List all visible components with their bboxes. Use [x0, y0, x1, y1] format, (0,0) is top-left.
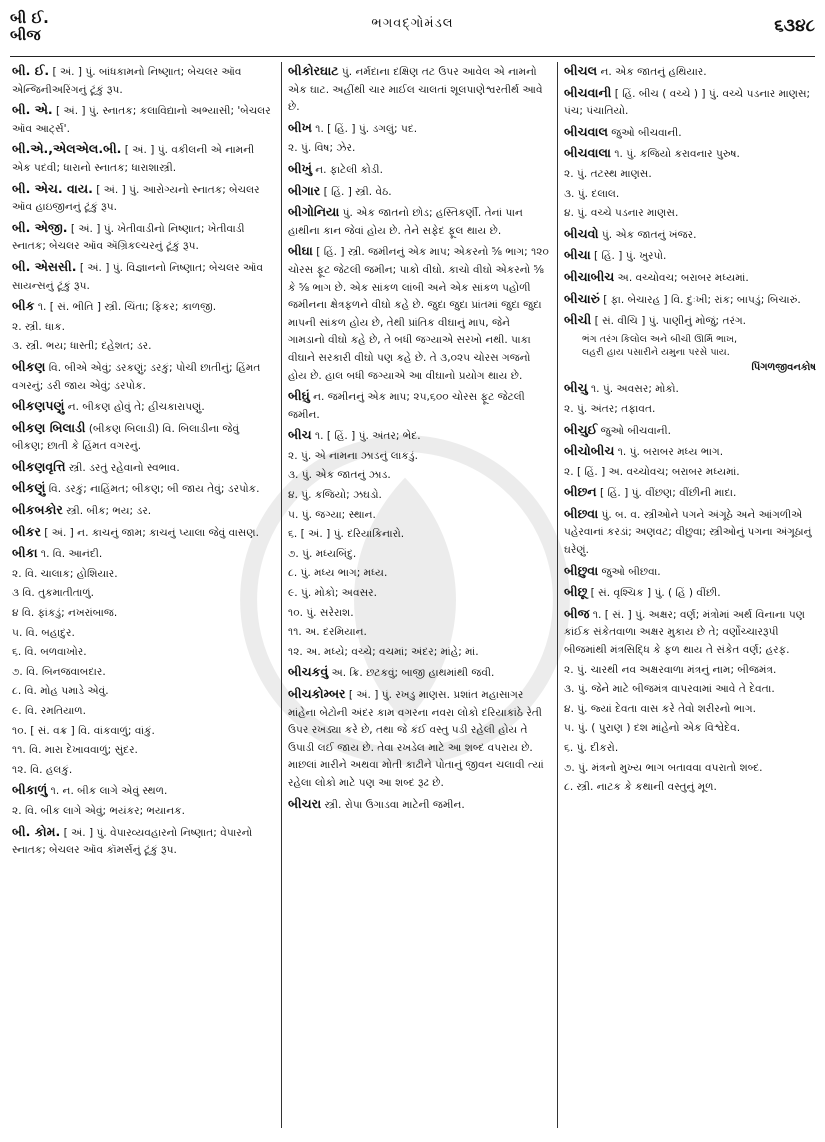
- definition-text: ન. ફાટેલી કોડી.: [311, 163, 383, 176]
- definition-text: [ અં. ] પું. વેપારવ્યવહારનો નિષ્ણાત; વેપારનો સ્નાતક; બેચલર ઑવ કૉમર્સનું ટૂંકું રૂપ.: [12, 826, 253, 857]
- sense-line: [288, 467, 550, 485]
- headword: બીચલ: [564, 63, 598, 78]
- definition-text: સ્ત્રી. ડરતું રહેવાનો સ્વભાવ.: [65, 461, 180, 474]
- dictionary-entry: [564, 483, 816, 503]
- definition-text: [ અં. ] પું. બાંધકામનો નિષ્ણાત; બેચલર ઑવ એન્જિનીઅરિંગનું ટૂંકું રૂપ.: [12, 66, 242, 96]
- dictionary-entry: [288, 203, 550, 240]
- dictionary-entry: [288, 62, 550, 117]
- definition-text: પું. નર્મદાના દક્ષિણ તટ ઉપર આવેલ એ નામનો એક ઘાટ. અહીંથી ચાર માઈલ ચાલતાં શૂલપાણેશ્વરતીર્થ આવે છે.: [288, 66, 543, 114]
- dictionary-entry: [12, 397, 274, 417]
- dictionary-entry: [12, 523, 274, 543]
- page-number: ૬૩૪૮: [774, 16, 815, 36]
- sense-line: [288, 487, 550, 505]
- definition-text: ૨. પું. તટસ્થ માણસ.: [564, 167, 652, 180]
- dictionary-entry: [564, 225, 816, 245]
- headword: બીક: [12, 298, 35, 314]
- page-header: [10, 6, 815, 54]
- dictionary-entry: [564, 123, 816, 143]
- headword: બીચકોમ્બર: [288, 686, 346, 701]
- definition-text: ૯. પું. મોકો; અવસર.: [288, 587, 378, 600]
- definition-text: [ સં. વૃશ્ચિક ] પું. ( હિં ) વીંછી.: [587, 587, 721, 600]
- column-divider-2: [557, 62, 558, 1128]
- dictionary-entry: [12, 258, 274, 295]
- sense-line: [564, 166, 816, 184]
- definition-text: ૭. પું. મંત્રનો મુખ્ય ભાગ બતાવવા વપરાતો શબ્દ.: [564, 761, 763, 774]
- headword: બી.એ.,એલએલ.બી.: [12, 141, 122, 157]
- dictionary-entry: [288, 160, 550, 180]
- dictionary-entry: [12, 544, 274, 564]
- headword: બીકાળું: [12, 782, 48, 798]
- definition-text: પું. એક જાતનો છોડ; હસ્તિકર્ણી. તેનાં પાન હાથીના કાન જેવાં હોય છે. તેને સફેદ ફૂલ થાય છે.: [288, 207, 523, 237]
- sense-line: [288, 140, 550, 158]
- definition-text: [ હિં. ] સ્ત્રી. વેઠ.: [320, 185, 392, 198]
- sense-line: [288, 644, 550, 662]
- dictionary-entry: [288, 242, 550, 385]
- definition-text: ૯. વિ. રમતિયાળ.: [12, 705, 87, 717]
- headword: બીકણું: [12, 480, 46, 496]
- definition-text: [ હિં. બીચ ( વચ્ચે ) ] પું. વચ્ચે પડનાર માણસ; પંચ; પંચાતિયો.: [564, 87, 811, 118]
- headword: બીચુ: [564, 380, 588, 396]
- headword: બીચી: [564, 312, 592, 328]
- dictionary-entry: [12, 419, 274, 456]
- sense-line: [564, 720, 816, 738]
- definition-text: [ હિં. ] પું. ખુરપો.: [590, 250, 667, 263]
- sense-line: [12, 605, 274, 623]
- definition-text: [ હિં. ] સ્ત્રી. જમીનનું એક માપ; એકરનો ⅝ ભાગ; ૧૨૦ ચોરસ ફૂટ જેટલી જમીન; પાકો વીઘો. કાચો વીઘો એકરનો ⅝ કે ⅝ ભાગ છે. એક સાંકળ લાંબી અને એક સાંકળ પહોળી જમીનના ક્ષેત્રફળને વીઘો કહે છે. જુદા જુદા પ્રાંતમાં જુદા જુદા માપની સાંકળ હોય છે, તેથી પ્રાંતિક વીઘાનું માપ, જેને ગામડાનો વીઘો કહે છે, તે બધી જગ્યાએ સરખો નથી. પાકા વીઘાને સરકારી વીઘો પણ કહે છે. તે ૩,૦૨૫ ચોરસ ગજનો હોય છે. હાલ બધી જગ્યાએ આ વીઘાનો પ્રયોગ થાય છે.: [288, 246, 549, 382]
- sense-line: [12, 803, 274, 821]
- definition-text: જુઓ બીચવાની.: [607, 126, 682, 139]
- sense-line: [564, 681, 816, 699]
- definition-text: વિ. ડરકું; નાહિંમત; બીકણ; બી જાય તેવું; ડરપોક.: [45, 483, 260, 496]
- headword: બીચાબીચ: [564, 268, 615, 284]
- dictionary-entry: [564, 290, 816, 310]
- verse-line: ભંગ તરંગ કિલોલ અને બીચી ઊર્મિ ભાખ,: [582, 333, 738, 345]
- sense-line: [288, 565, 550, 583]
- sense-line: [564, 662, 816, 680]
- sense-line: [564, 779, 816, 797]
- definition-text: ૬. [ અં. ] પું. દરિયાકિનારો.: [288, 528, 405, 541]
- definition-text: ૨. પું. અંતર; તફાવત.: [564, 402, 656, 415]
- guide-word-first: બી ઈ.: [10, 9, 49, 27]
- definition-text: ૧૧. અ. દરમિયાન.: [288, 626, 367, 639]
- definition-text: ૩. પું. જેને માટે બીજમંત્ર વાપરવામાં આવે તે દેવતા.: [564, 683, 775, 696]
- sense-line: [564, 205, 816, 223]
- dictionary-entry: [564, 442, 816, 462]
- headword: બીકણ: [12, 358, 46, 374]
- definition-text: જુઓ બીચવાની.: [597, 424, 671, 437]
- definition-text: ૧. પું. બરાબર મધ્ય ભાગ.: [614, 446, 724, 459]
- definition-text: [ અં. ] પું. આરોગ્યનો સ્નાતક; બેચલર ઑવ હાઇજીનનું ટૂંકું રૂપ.: [12, 183, 260, 214]
- headword: બીચોબીચ: [564, 443, 615, 459]
- headword: બીકબકોર: [12, 502, 63, 518]
- definition-text: ૧. [ હિં. ] પું. અંતર; ભેદ.: [311, 430, 421, 443]
- definition-text: ૨. પું. એ નામના ઝાડનું લાકડું.: [288, 449, 418, 462]
- headword: બી. કોમ.: [12, 823, 61, 839]
- guide-word-last: બીજ: [10, 26, 41, 44]
- sense-line: [12, 762, 274, 780]
- headword: બીચકવું: [288, 664, 329, 680]
- book-title: ભગવદ્ગોમંડલ: [371, 16, 454, 31]
- headword: બીખું: [288, 160, 312, 176]
- dictionary-entry: [12, 823, 274, 860]
- headword: બીકોરઘાટ: [288, 63, 339, 78]
- definition-text: ૩. પું. દલાલ.: [564, 187, 620, 200]
- definition-text: ૫. વિ. બહાદુર.: [12, 626, 75, 639]
- headword: બીઘા: [288, 243, 313, 259]
- sense-line: [12, 683, 274, 701]
- dictionary-entry: [564, 421, 816, 441]
- definition-text: અ. વચ્ચોવચ; બરાબર મધ્યમાં.: [614, 271, 749, 284]
- definition-text: [ અં. ] પું. રખડુ માણસ. પ્રશાંત મહાસાગર માંહેના બેટોની અંદર કામ વગરના નવરા લોકો દરિયાકાંઠે રેતી ઉપર રખડ્યા કરે છે, તથા જે કંઈ વસ્તુ પડી રહેલી હોય તે ઉપાડી લઈ જાય છે. તેવા રખડેલ માટે આ શબ્દ વપરાય છે. માછલાં મારીને અથવા મોતી કાઢીને પોતાનું જીવન ચલાવી ત્યાં રહેલા લોકો માટે પણ આ શબ્દ રૂઢ છે.: [288, 689, 544, 789]
- sense-line: [12, 625, 274, 643]
- sense-line: [288, 448, 550, 466]
- dictionary-entry: [288, 387, 550, 424]
- headword: બી. એસસી.: [12, 258, 77, 274]
- headword: બીછુવા: [564, 562, 599, 578]
- definition-text: ૪ વિ. ફાંકડું; નખરાંબાજ.: [12, 607, 118, 620]
- headword: બીચા: [564, 247, 591, 263]
- definition-text: ૪. પું. વચ્ચે પડનાર માણસ.: [564, 207, 679, 220]
- dictionary-entry: [12, 180, 274, 217]
- sense-line: [12, 566, 274, 584]
- headword: બી. એચ. વાય.: [12, 180, 93, 196]
- definition-text: ૧૨. વિ. હલકું.: [12, 763, 73, 776]
- sense-line: [564, 401, 816, 419]
- dictionary-entry: [288, 685, 550, 793]
- definition-text: જુઓ બીછવા.: [598, 565, 661, 578]
- definition-text: [ ફા. બેચારહ ] વિ. દુઃખી; રાંક; બાપડું; બિચારું.: [599, 293, 801, 306]
- headword: બીકા: [12, 545, 38, 561]
- definition-text: સ્ત્રી. રોપા ઉગાડવા માટેની જમીન.: [321, 798, 465, 811]
- dictionary-entry: [564, 505, 816, 560]
- definition-text: ન. બીકણ હોવું તે; હીચકારાપણું.: [64, 401, 205, 414]
- headword: બી. એજી.: [12, 219, 68, 235]
- definition-text: [ હિં. ] પું. વીંછણ; વીંછીની માદા.: [596, 487, 737, 500]
- headword: બીગોનિયા: [288, 204, 340, 220]
- sense-line: [564, 760, 816, 778]
- definition-text: (બીકણ બિલાડી) વિ. બિલાડીના જેવું બીકણ; છાતી કે હિંમત વગરનું.: [12, 422, 240, 453]
- headword: બીગાર: [288, 182, 321, 198]
- sense-line: [12, 644, 274, 662]
- definition-text: ૨. વિ. ચાલાક; હોશિયાર.: [12, 567, 118, 580]
- header-rule: [10, 56, 815, 57]
- sense-line: [288, 624, 550, 642]
- definition-text: ૫. પું. ( પુરાણ ) દશ માંહેનો એક વિશ્વેદેવ.: [564, 722, 741, 735]
- definition-text: ૧૧. વિ. મારા દેખાવવાળું; સુંદર.: [12, 744, 138, 757]
- dictionary-entry: [12, 140, 274, 177]
- definition-text: ૩ વિ. તુકમાતીતાળું.: [12, 587, 95, 600]
- definition-text: ૧. પું. અવસર; મોકો.: [587, 383, 679, 396]
- sense-line: [564, 740, 816, 758]
- definition-text: ૨. સ્ત્રી. ધાક.: [12, 320, 65, 333]
- definition-text: [ અં. ] પું. વિજ્ઞાનનો નિષ્ણાત; બેચલર ઑવ સાયન્સનું ટૂંકું રૂપ.: [12, 261, 264, 292]
- definition-text: ૬. વિ. બળવાખોર.: [12, 646, 87, 659]
- definition-text: વિ. બીએ એવું; ડરકણું; ડરકું; પોચી છાતીનું; હિંમત વગરનું; ડરી જાય એવું; ડરપોક.: [12, 361, 261, 392]
- definition-text: ૧. ન. બીક લાગે એવું સ્થળ.: [47, 785, 168, 798]
- definition-text: ૪. પું. કજિયો; ઝઘડો.: [288, 489, 382, 502]
- dictionary-entry: [564, 311, 816, 331]
- sense-line: [288, 507, 550, 525]
- dictionary-entry: [288, 182, 550, 202]
- dictionary-entry: [564, 583, 816, 603]
- verse-line: લહરી હાય પસારીને યમુના પરસે પાય.: [582, 346, 730, 358]
- dictionary-entry: [564, 605, 816, 660]
- definition-text: પું. બ. વ. સ્ત્રીઓને પગને અંગૂઠે અને આંગળીએ પહેરવાનાં કરડાં; અણવટ; વીછુવા; સ્ત્રીઓનું પગના અંગૂઠાનું ઘરેણું.: [564, 508, 812, 557]
- headword: બીછવા: [564, 505, 599, 521]
- headword: બીકણપણું: [12, 398, 65, 414]
- headword: બીકણવૃત્તિ: [12, 458, 66, 474]
- headword: બીછૂ: [564, 584, 588, 600]
- headword: બીચ: [288, 427, 312, 443]
- dictionary-entry: [288, 663, 550, 683]
- headword: બીકણ બિલાડી: [12, 419, 86, 435]
- dictionary-entry: [12, 62, 274, 99]
- dictionary-entry: [564, 62, 816, 82]
- definition-text: ૧૨. અ. મધ્યે; વચ્ચે; વચમાં; અંદર; માંહે; માં.: [288, 645, 479, 658]
- definition-text: પું. એક જાતનું ખંજર.: [598, 228, 697, 241]
- headword: બીચવાની: [564, 84, 612, 100]
- definition-text: ૨. વિ. બીક લાગે એવું; ભયંકર; ભયાનક.: [12, 804, 186, 817]
- headword: બીચવો: [564, 225, 599, 241]
- definition-text: ૨. પું. ચારથી નવ અક્ષરવાળા મંત્રનું નામ; બીજમંત્ર.: [564, 663, 777, 676]
- dictionary-entry: [12, 458, 274, 478]
- definition-text: ન. એક જાતનું હથિયાર.: [597, 66, 707, 78]
- sense-line: [12, 338, 274, 356]
- definition-text: ૧. વિ. આનંદી.: [37, 548, 103, 561]
- headword: બીછન: [564, 484, 597, 500]
- dictionary-entry: [288, 119, 550, 139]
- headword: બીચારું: [564, 290, 600, 306]
- sense-line: [12, 664, 274, 682]
- definition-text: ૧૦. [ સં. વક્ર ] વિ. વાંકવાળું; વાંકું.: [12, 724, 155, 737]
- dictionary-entry: [564, 379, 816, 399]
- definition-text: ન. જમીનનું એક માપ; ૨૫,૬૦૦ ચોરસ ફૂટ જેટલી જમીન.: [288, 391, 525, 421]
- headword: બીચરા: [288, 795, 322, 811]
- definition-text: ૮. વિ. મોહ પમાડે એવું.: [12, 685, 109, 698]
- definition-text: [ સં. વીચિ ] પું. પાણીનું મોજું; તરંગ.: [591, 315, 747, 328]
- definition-text: ૪. પું. જ્યાં દેવતા વાસ કરે તેવો શરીરનો ભાગ.: [564, 702, 756, 715]
- headword: બીઘું: [288, 388, 310, 404]
- dictionary-entry: [12, 358, 274, 395]
- headword: બીચુઈ: [564, 421, 598, 437]
- dictionary-entry: [288, 426, 550, 446]
- dictionary-entry: [564, 144, 816, 164]
- dictionary-entry: [564, 84, 816, 121]
- column-divider-1: [281, 62, 282, 1128]
- dictionary-entry: [12, 501, 274, 521]
- sense-line: [564, 701, 816, 719]
- sense-line: [12, 703, 274, 721]
- headword: બી. ઈ.: [12, 63, 50, 78]
- definition-text: [ અં. ] પું. વકીલની એ નામની એક પદવી; ધારાનો સ્નાતક; ધારાશાસ્ત્રી.: [12, 144, 255, 174]
- dictionary-entry: [564, 562, 816, 582]
- column-2: [288, 62, 550, 1130]
- sense-line: [564, 464, 816, 482]
- definition-text: ૩. પું. એક જાતનું ઝાડ.: [288, 469, 391, 482]
- headword: બીચવાલ: [564, 123, 608, 139]
- sense-line: [288, 526, 550, 544]
- definition-text: [ અં. ] પું. ખેતીવાડીનો નિષ્ણાત; ખેતીવાડી સ્નાતક; બેચલર ઑવ ઍગ્રિકલ્ચરનું ટૂંકું રૂપ.: [12, 222, 245, 253]
- headword: બીચવાલા: [564, 145, 611, 161]
- verse-quote: [564, 333, 816, 359]
- definition-text: ૧. પું. કજિયો કરાવનાર પુરુષ.: [610, 148, 740, 161]
- definition-text: [ અં. ] ન. કાચનું જામ; કાચનું પ્યાલા જેવું વાસણ.: [40, 526, 259, 539]
- dictionary-entry: [12, 219, 274, 256]
- definition-text: [ અં. ] પું. સ્નાતક; કલાવિદ્યાનો અભ્યાસી; 'બેચલર ઑવ આર્ટ્સ'.: [12, 105, 271, 135]
- sense-line: [564, 186, 816, 204]
- dictionary-entry: [12, 101, 274, 138]
- definition-text: ૨. [ હિં. ] અ. વચ્ચોવચ; બરાબર મધ્યમાં.: [564, 465, 740, 478]
- definition-text: ૧૦. પું. સરેરાશ.: [288, 606, 354, 619]
- dictionary-entry: [288, 795, 550, 815]
- headword: બીખ: [288, 119, 312, 135]
- definition-text: ૭. પું. મધ્યબિંદુ.: [288, 547, 357, 560]
- definition-text: ૧. [ હિં. ] પું. ડગલું; પદ.: [311, 122, 418, 135]
- definition-text: ૬. પું. દીકરો.: [564, 742, 619, 754]
- definition-text: ૮. પું. મધ્ય ભાગ; મધ્ય.: [288, 567, 388, 580]
- sense-line: [12, 319, 274, 337]
- sense-line: [12, 723, 274, 741]
- quote-source: પિંગળજીવનકોષ: [751, 361, 816, 373]
- definition-text: ૩. સ્ત્રી. ભય; ધાસ્તી; દહેશત; ડર.: [12, 340, 152, 353]
- headword: બીજ: [564, 605, 590, 621]
- dictionary-entry: [564, 268, 816, 288]
- sense-line: [288, 585, 550, 603]
- definition-text: ૫. પું. જગ્યા; સ્થાન.: [288, 508, 376, 521]
- dictionary-entry: [12, 297, 274, 317]
- definition-text: અ. ક્રિ. છટકવું; બાજી હાથમાંથી જવી.: [328, 667, 495, 680]
- definition-text: ૨. પું. વિષ; ઝેર.: [288, 142, 356, 155]
- definition-text: ૧. [ સં. ભીતિ ] સ્ત્રી. ચિંતા; ફિકર; કાળજી.: [34, 301, 217, 314]
- definition-text: સ્ત્રી. બીક; ભય; ડર.: [62, 505, 152, 518]
- column-3: [564, 62, 816, 1130]
- headword: બી. એ.: [12, 102, 53, 118]
- headword: બીકર: [12, 523, 41, 539]
- sense-line: [12, 585, 274, 603]
- sense-line: [288, 605, 550, 623]
- sense-line: [288, 546, 550, 564]
- dictionary-entry: [12, 479, 274, 499]
- definition-text: ૧. [ સં. ] પું. અક્ષર; વર્ણ; મંત્રોમાં અર્થ વિનાના પણ કાંઈક સંકેતવાળા અક્ષર મુકાય છે તે; વર્ણોચ્ચારરૂપી બીજમાંથી મંત્રસિદ્ધિ કે ફળ થાય તે સંકેત વર્ણ; હરફ.: [564, 608, 805, 657]
- dictionary-entry: [12, 781, 274, 801]
- dictionary-entry: [564, 246, 816, 266]
- sense-line: [12, 742, 274, 760]
- definition-text: ૮. સ્ત્રી. નાટક કે કથાની વસ્તુનું મૂળ.: [564, 781, 717, 794]
- definition-text: ૭. વિ. બિનજવાબદાર.: [12, 665, 106, 678]
- column-1: [12, 62, 274, 1130]
